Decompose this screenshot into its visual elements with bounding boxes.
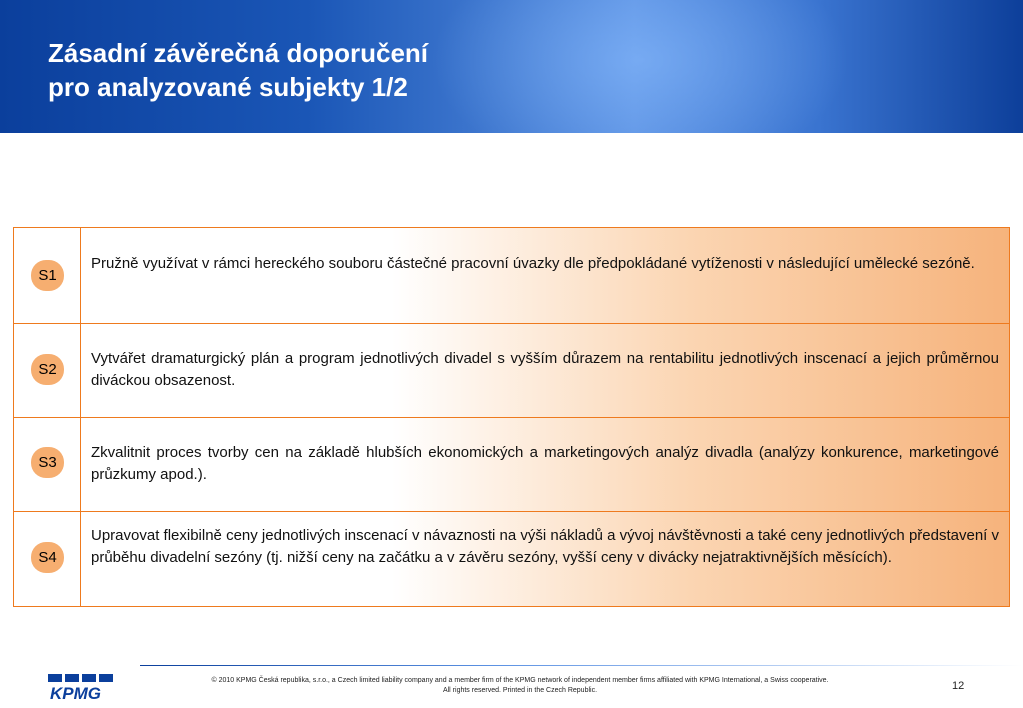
id-cell [14, 512, 81, 606]
table-row [14, 418, 1009, 512]
page-number: 12 [952, 680, 965, 692]
header-banner [0, 0, 1023, 133]
recommendation-text: Vytvářet dramaturgický plán a program jednotlivých divadel s vyšším důrazem na rentabilitu jednotlivých inscenací a jejich průměrnou diváckou obsazenost. [91, 350, 999, 389]
footer-divider [140, 665, 1023, 666]
kpmg-logo-text: KPMG [50, 684, 101, 701]
copyright-notice [140, 676, 900, 696]
recommendations-table [13, 227, 1010, 607]
id-cell [14, 418, 81, 511]
recommendation-text: Zkvalitnit proces tvorby cen na základě hlubších ekonomických a marketingových analýz divadla (analýzy konkurence, marketingové průzkumy apod.). [91, 444, 999, 483]
page-title-line-1: Zásadní závěrečná doporučení [48, 38, 429, 68]
table-row [14, 228, 1009, 324]
recommendation-badge: S3 [31, 447, 64, 478]
id-cell [14, 228, 81, 323]
kpmg-logo [48, 674, 122, 701]
recommendation-badge: S2 [31, 354, 64, 385]
copyright-line-1: © 2010 KPMG Česká republika, s.r.o., a Czech limited liability company and a member firm of the KPMG network of independent member firms affiliated with KPMG International, a Swiss cooperative. [211, 677, 829, 684]
table-row [14, 324, 1009, 418]
table-row [14, 512, 1009, 606]
page-title [48, 36, 428, 104]
recommendation-text: Pružně využívat v rámci hereckého souboru částečné pracovní úvazky dle předpokládané vytíženosti v následující umělecké sezóně. [91, 255, 975, 272]
page-title-line-2: pro analyzované subjekty 1/2 [48, 72, 408, 102]
recommendation-text: Upravovat flexibilně ceny jednotlivých inscenací v návaznosti na výši nákladů a vývoj návštěvnosti a také ceny jednotlivých představení v průběhu divadelní sezóny (tj. nižší ceny na začátku a v závěru sezóny, vyšší ceny v divácky nejatraktivnějších měsících). [91, 527, 999, 566]
copyright-line-2: All rights reserved. Printed in the Czech Republic. [442, 687, 598, 694]
id-cell [14, 324, 81, 417]
recommendation-badge: S4 [31, 542, 64, 573]
recommendation-badge: S1 [31, 260, 64, 291]
